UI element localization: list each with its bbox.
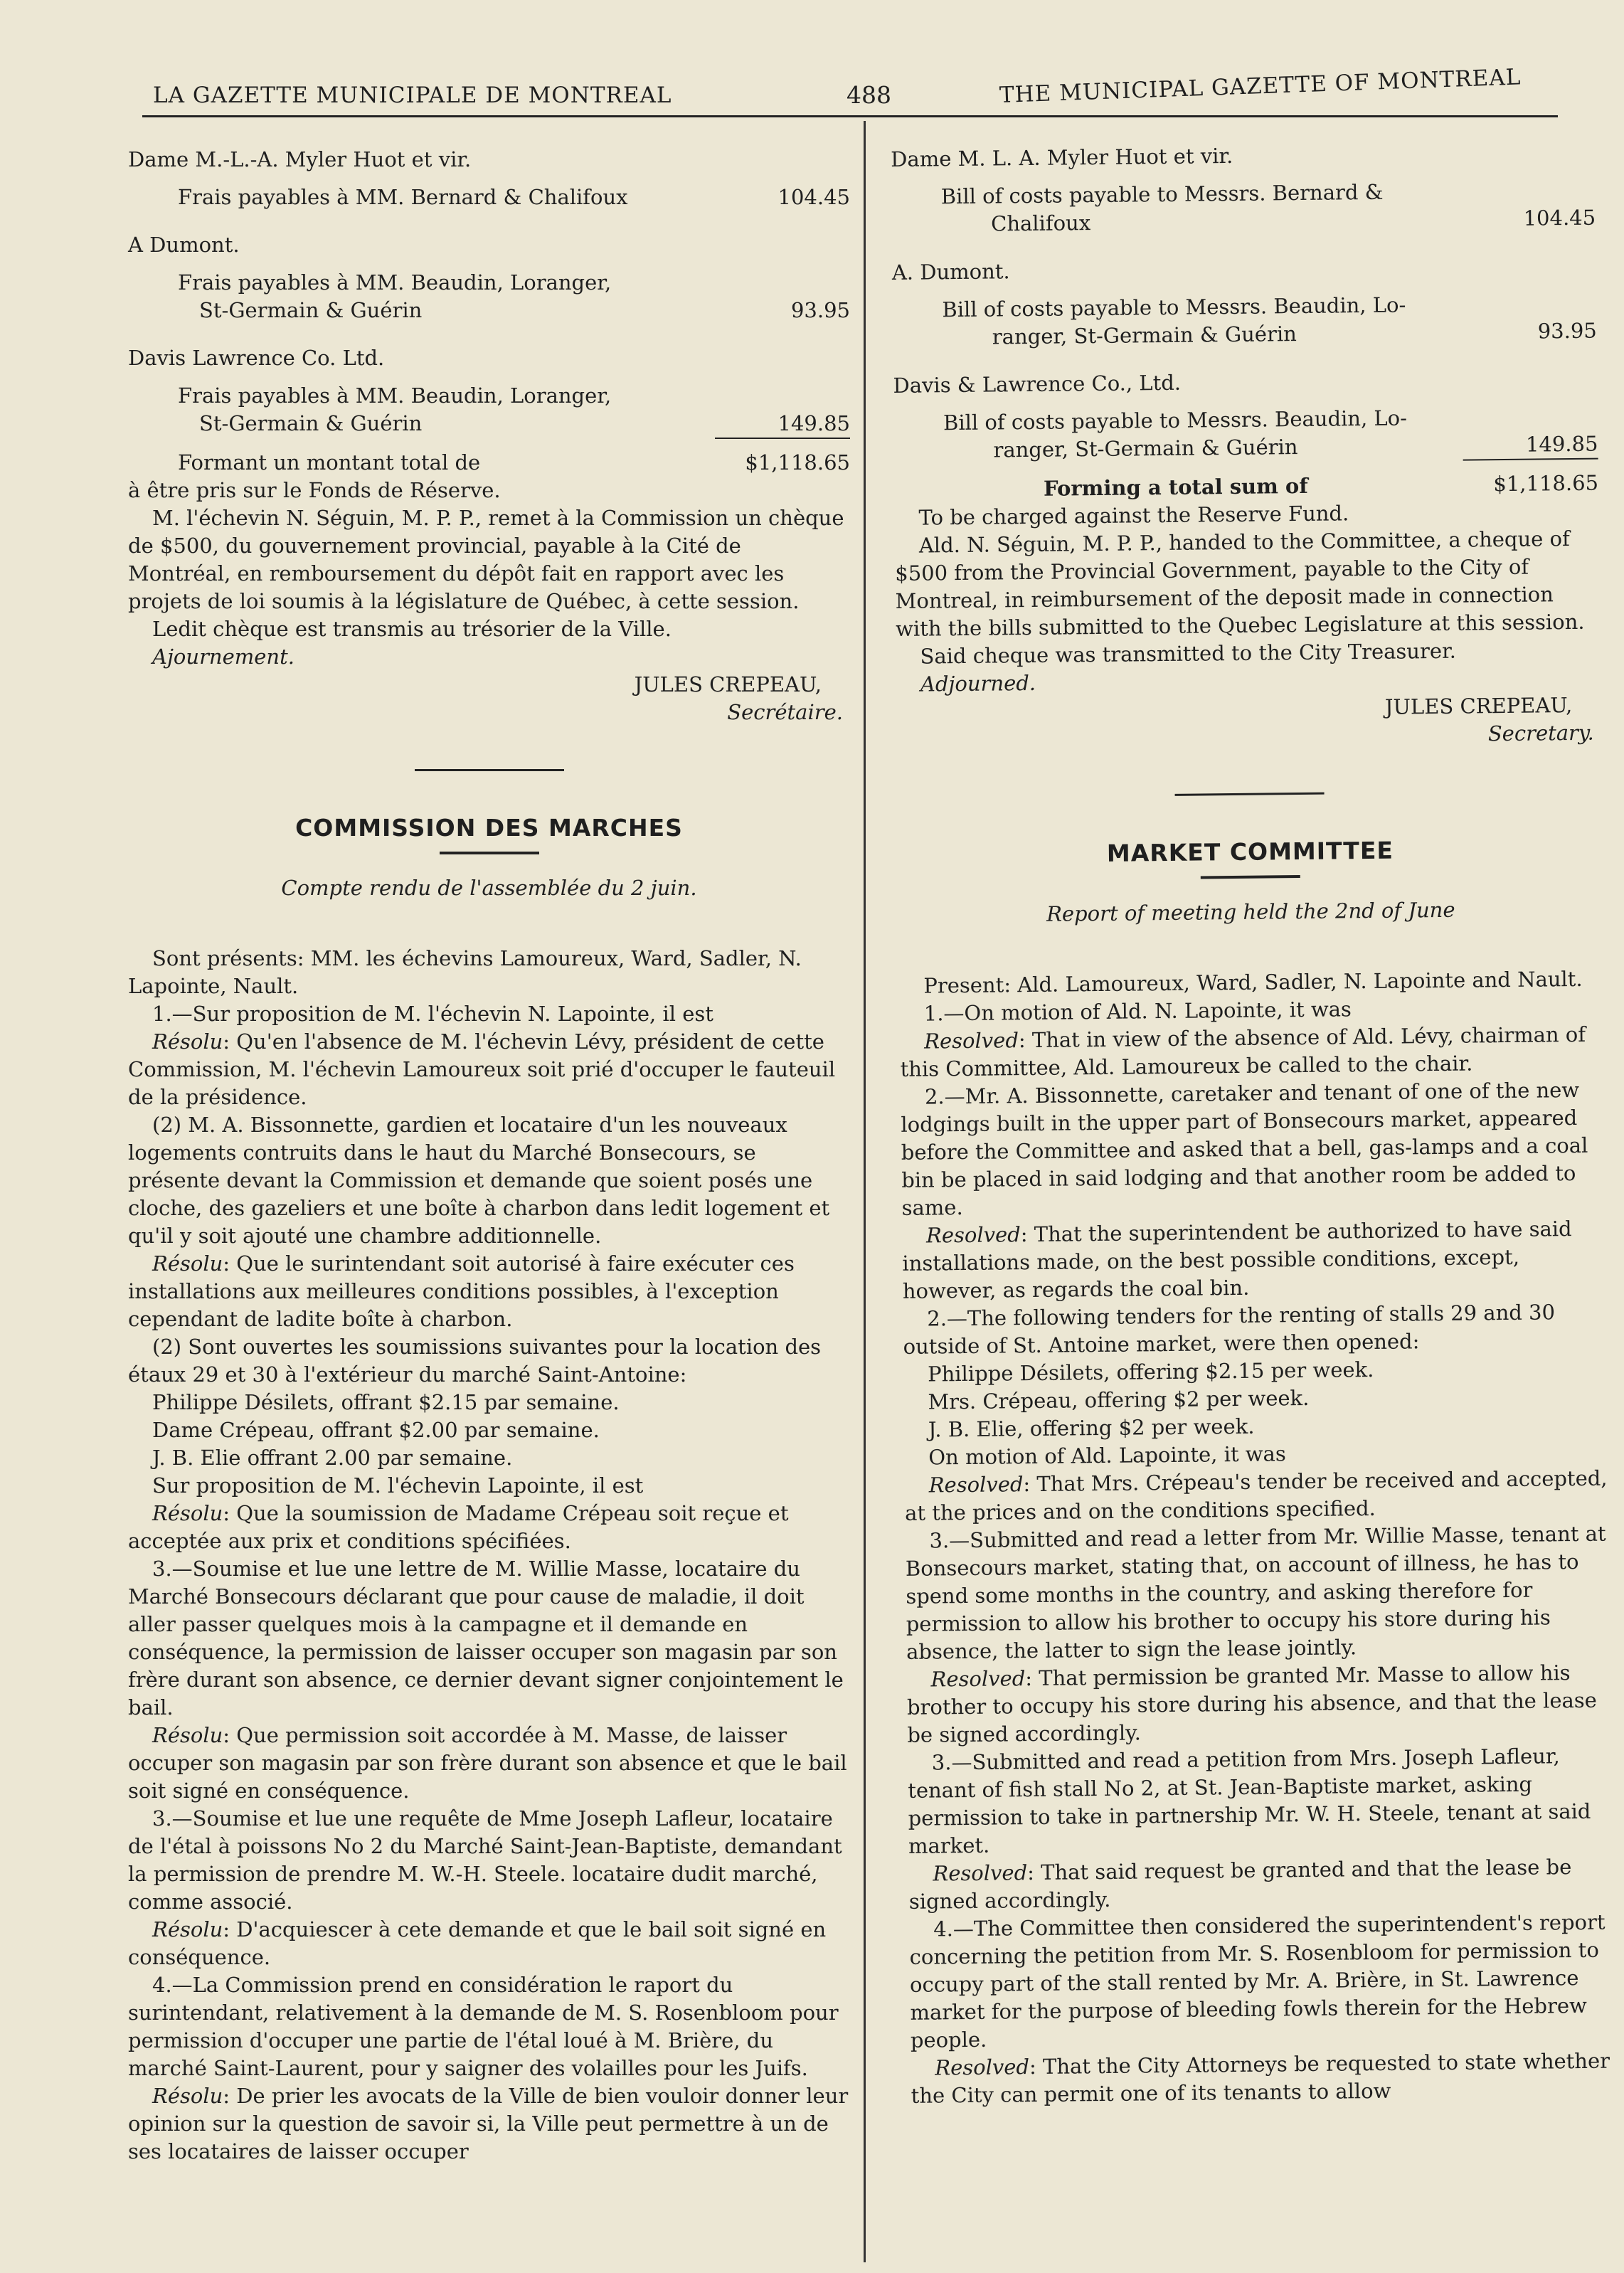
header-english-title: THE MUNICIPAL GAZETTE OF MONTREAL bbox=[999, 64, 1522, 108]
resolu-text: : De prier les avocats de la Ville de bien vouloir donner leur opinion sur la question de savoir si, la Ville peut permettre à un de ses locataires de laisser occuper bbox=[128, 2084, 849, 2163]
resolution-6 bbox=[128, 2082, 850, 2166]
entry-line bbox=[178, 184, 850, 211]
entry-name: Dame M.-L.-A. Myler Huot et vir. bbox=[128, 147, 472, 171]
resolu-text: : D'acquiescer à cete demande et que le bail soit signé en conséquence. bbox=[128, 1917, 827, 1969]
total-label: Forming a total sum of bbox=[1043, 473, 1308, 501]
entry-amount: 93.95 bbox=[1537, 318, 1597, 344]
resolution-4 bbox=[906, 1659, 1611, 1749]
resolved-label: Resolved bbox=[933, 1860, 1028, 1886]
motion-1: 1.—Sur proposition de M. l'échevin N. Lapointe, il est bbox=[152, 1002, 713, 1026]
entry-text: St-Germain & Guérin bbox=[199, 298, 423, 322]
entry-amount: 149.85 bbox=[1525, 431, 1598, 457]
resolu-text: : Qu'en l'absence de M. l'échevin Lévy, président de cette Commission, M. l'échevin Lamoureux soit prié d'occuper le fauteuil de la présidence. bbox=[128, 1029, 836, 1109]
item-3: 2.—The following tenders for the renting of stalls 29 and 30 outside of St. Antoine market, were then opened: bbox=[903, 1300, 1556, 1359]
resolution-1 bbox=[128, 1028, 850, 1111]
item-3: (2) Sont ouvertes les soumissions suivantes pour la location des étaux 29 et 30 à l'extérieur du marché Saint-Antoine: bbox=[128, 1335, 822, 1387]
entry-text: Frais payables à MM. Beaudin, Loranger, bbox=[178, 270, 612, 295]
entry-text: St-Germain & Guérin bbox=[199, 411, 423, 435]
resolution-6 bbox=[911, 2047, 1615, 2109]
entry-name: Dame M. L. A. Myler Huot et vir. bbox=[891, 143, 1233, 171]
resolution-3 bbox=[128, 1500, 850, 1555]
attendance: Present: Ald. Lamoureux, Ward, Sadler, N. Lapointe and Nault. bbox=[923, 966, 1583, 998]
entry-text: ranger, St-Germain & Guérin bbox=[992, 322, 1297, 349]
entry-amount: 93.95 bbox=[790, 298, 850, 322]
entry-line bbox=[199, 297, 850, 324]
entry-text: Frais payables à MM. Bernard & Chalifoux bbox=[178, 185, 628, 209]
section-subtitle: Compte rendu de l'assemblée du 2 juin. bbox=[281, 876, 697, 900]
resolution-2 bbox=[128, 1250, 850, 1333]
resolved-text: : That permission be granted Mr. Masse to allow his brother to occupy his store during his absence, and that the lease be signed accordingly. bbox=[906, 1660, 1598, 1747]
item-2: 2.—Mr. A. Bissonnette, caretaker and tenant of one of the new lodgings built in the upper part of Bonsecours market, appeared before the Committee and asked that a bell, gas-lamps and a coal bin be placed in said lodging and that another room be added to same. bbox=[901, 1077, 1588, 1220]
total-amount: $1,118.65 bbox=[745, 450, 850, 475]
motion-1: 1.—On motion of Ald. N. Lapointe, it was bbox=[923, 997, 1352, 1026]
tender-2: Dame Crépeau, offrant $2.00 par semaine. bbox=[152, 1418, 600, 1442]
entry-text: Bill of costs payable to Messrs. Beaudin, Lo- bbox=[943, 406, 1408, 435]
resolution-3 bbox=[905, 1465, 1610, 1527]
cheque-paragraph: Said cheque was transmitted to the City Treasurer. bbox=[920, 638, 1457, 669]
item-4: 3.—Submitted and read a letter from Mr. Willie Masse, tenant at Bonsecours market, stating that, on account of illness, he has to spend some months in the country, and asking therefore for permission to allow his brother to occupy his store during his absence, the latter to sign the lease jointly. bbox=[905, 1521, 1606, 1664]
section-title: COMMISSION DES MARCHES bbox=[295, 814, 683, 842]
resolu-label: Résolu bbox=[152, 1251, 223, 1276]
item-6: 4.—La Commission prend en considération le raport du surintendant, relativement à la demande de M. S. Rosenbloom pour permission d'occuper une partie de l'étal loué à M. Brière, du marché Saint-Laurent, pour y saigner des volailles pour les Juifs. bbox=[128, 1973, 839, 2080]
resolved-label: Resolved bbox=[935, 2055, 1030, 2080]
entry-line bbox=[199, 410, 850, 438]
resolved-text: : That the superintendent be authorized to have said installations made, on the best possible conditions, except, however, as regards the coal bin. bbox=[902, 1217, 1572, 1303]
french-column bbox=[128, 146, 850, 2166]
item-2: (2) M. A. Bissonnette, gardien et locataire d'un les nouveaux logements contruits dans le haut du Marché Bonsecours, se présente devant la Commission et demande que soient posés une cloche, des gazeliers et une boîte à charbon dans ledit logement et qu'il y soit ajouté une chambre additionnelle. bbox=[128, 1113, 830, 1248]
resolved-text: : That the City Attorneys be requested to state whether the City can permit one of its tenants to allow bbox=[911, 2048, 1610, 2108]
header-french-title: LA GAZETTE MUNICIPALE DE MONTREAL bbox=[153, 83, 672, 108]
seguin-paragraph: M. l'échevin N. Séguin, M. P. P., remet à la Commission un chèque de $500, du gouvernement provincial, payable à la Cité de Montréal, en remboursement du dépôt fait en rapport avec les projets de loi soumis à la législature de Québec, à cette session. bbox=[128, 506, 844, 613]
signature-name: JULES CREPEAU, bbox=[634, 672, 822, 696]
resolu-label: Résolu bbox=[152, 1917, 223, 1941]
resolu-label: Résolu bbox=[152, 1029, 223, 1054]
total-line bbox=[178, 449, 850, 477]
entry-text: Chalifoux bbox=[990, 211, 1091, 236]
item-5: 3.—Soumise et lue une requête de Mme Joseph Lafleur, locataire de l'étal à poissons No 2 du Marché Saint-Jean-Baptiste, demandant la permission de prendre M. W.-H. Steele. locataire dudit marché, comme associé. bbox=[128, 1806, 842, 1914]
resolution-4 bbox=[128, 1722, 850, 1805]
entry-name: A Dumont. bbox=[128, 233, 240, 257]
entry-text: Bill of costs payable to Messrs. Bernard & bbox=[940, 179, 1384, 209]
column-divider bbox=[864, 121, 866, 2262]
resolved-label: Resolved bbox=[925, 1222, 1021, 1248]
resolved-text: : That said request be granted and that the lease be signed accordingly. bbox=[908, 1855, 1572, 1914]
page-number: 488 bbox=[847, 81, 891, 109]
english-column bbox=[891, 143, 1610, 2110]
seguin-paragraph: Ald. N. Séguin, M. P. P., handed to the Committee, a cheque of $500 from the Provincial Government, payable to the City of Montreal, in reimbursement of the deposit made in connection with the bills submitted to the Quebec Legislature at this session. bbox=[895, 526, 1585, 641]
tender-3: J. B. Elie offrant 2.00 par semaine. bbox=[152, 1446, 513, 1470]
tender-3: J. B. Elie, offering $2 per week. bbox=[928, 1414, 1255, 1442]
resolution-1 bbox=[900, 1021, 1605, 1083]
resolved-text: : That Mrs. Crépeau's tender be received and accepted, at the prices and on the conditions specified. bbox=[904, 1466, 1608, 1525]
resolu-text: : Que le surintendant soit autorisé à faire exécuter ces installations aux meilleures conditions possibles, à l'exception cependant de ladite boîte à charbon. bbox=[128, 1251, 795, 1331]
entry-name: A. Dumont. bbox=[891, 259, 1010, 285]
total-label: Formant un montant total de bbox=[178, 450, 481, 475]
total-amount: $1,118.65 bbox=[1493, 470, 1599, 497]
signature-name: JULES CREPEAU, bbox=[1384, 693, 1573, 719]
section-title: MARKET COMMITTEE bbox=[1106, 836, 1394, 867]
entry-text: Bill of costs payable to Messrs. Beaudin, Lo- bbox=[942, 292, 1406, 322]
entry-amount: 104.45 bbox=[1523, 205, 1596, 231]
header-rule bbox=[142, 115, 1558, 117]
attendance: Sont présents: MM. les échevins Lamoureux, Ward, Sadler, N. Lapointe, Nault. bbox=[128, 946, 802, 998]
page-header bbox=[142, 64, 1558, 120]
total-line bbox=[1044, 470, 1598, 503]
item-5: 3.—Submitted and read a petition from Mrs. Joseph Lafleur, tenant of fish stall No 2, at St. Jean-Baptiste market, asking permission to take in partnership Mr. W. H. Steele, tenant at said market. bbox=[908, 1744, 1591, 1858]
tender-2: Mrs. Crépeau, offering $2 per week. bbox=[928, 1385, 1310, 1414]
signature-title: Secretary. bbox=[1487, 720, 1594, 746]
resolu-text: : Que la soumission de Madame Crépeau soit reçue et acceptée aux prix et conditions spécifiées. bbox=[128, 1501, 789, 1553]
reserve-note: à être pris sur le Fonds de Réserve. bbox=[128, 478, 501, 502]
tender-1: Philippe Désilets, offrant $2.15 par semaine. bbox=[152, 1390, 620, 1414]
item-6: 4.—The Committee then considered the superintendent's report concerning the petition from Mr. S. Rosenbloom for permission to occupy part of the stall rented by Mr. A. Brière, in St. Lawrence market for the purpose of bleeding fowls therein for the Hebrew people. bbox=[909, 1909, 1606, 2052]
resolution-5 bbox=[908, 1853, 1613, 1916]
resolved-label: Resolved bbox=[930, 1666, 1026, 1692]
resolution-2 bbox=[902, 1215, 1607, 1305]
cheque-paragraph: Ledit chèque est transmis au trésorier de la Ville. bbox=[152, 617, 672, 641]
resolu-label: Résolu bbox=[152, 2084, 223, 2108]
tender-1: Philippe Désilets, offering $2.15 per week. bbox=[927, 1357, 1374, 1387]
entry-name: Davis Lawrence Co. Ltd. bbox=[128, 346, 385, 370]
entry-amount: 149.85 bbox=[777, 411, 850, 435]
adjournment: Adjourned. bbox=[920, 670, 1036, 696]
resolution-5 bbox=[128, 1916, 850, 1971]
resolu-label: Résolu bbox=[152, 1501, 223, 1525]
resolu-text: : Que permission soit accordée à M. Masse, de laisser occuper son magasin par son frère durant son absence et que le bail soit signé en conséquence. bbox=[128, 1723, 847, 1803]
resolved-label: Resolved bbox=[924, 1028, 1019, 1054]
entry-text: Frais payables à MM. Beaudin, Loranger, bbox=[178, 383, 612, 408]
item-4: 3.—Soumise et lue une lettre de M. Willie Masse, locataire du Marché Bonsecours déclarant que pour cause de maladie, il doit aller passer quelques mois à la campagne et il demande en conséquence, la permission de laisser occuper son magasin par son frère durant son absence, ce dernier devant signer conjointement le bail. bbox=[128, 1557, 844, 1720]
entry-text: ranger, St-Germain & Guérin bbox=[993, 435, 1298, 462]
motion-3: Sur proposition de M. l'échevin Lapointe, il est bbox=[152, 1473, 644, 1498]
resolved-label: Resolved bbox=[928, 1472, 1024, 1498]
motion-3: On motion of Ald. Lapointe, it was bbox=[928, 1441, 1286, 1470]
resolu-label: Résolu bbox=[152, 1723, 223, 1747]
entry-name: Davis & Lawrence Co., Ltd. bbox=[893, 370, 1182, 398]
entry-amount: 104.45 bbox=[777, 185, 850, 209]
adjournment: Ajournement. bbox=[152, 645, 294, 669]
section-subtitle: Report of meeting held the 2nd of June bbox=[1046, 897, 1455, 926]
reserve-note: To be charged against the Reserve Fund. bbox=[918, 501, 1349, 530]
signature-title: Secrétaire. bbox=[727, 700, 843, 724]
resolved-text: : That in view of the absence of Ald. Lévy, chairman of this Committee, Ald. Lamoureux be called to the chair. bbox=[900, 1022, 1586, 1081]
